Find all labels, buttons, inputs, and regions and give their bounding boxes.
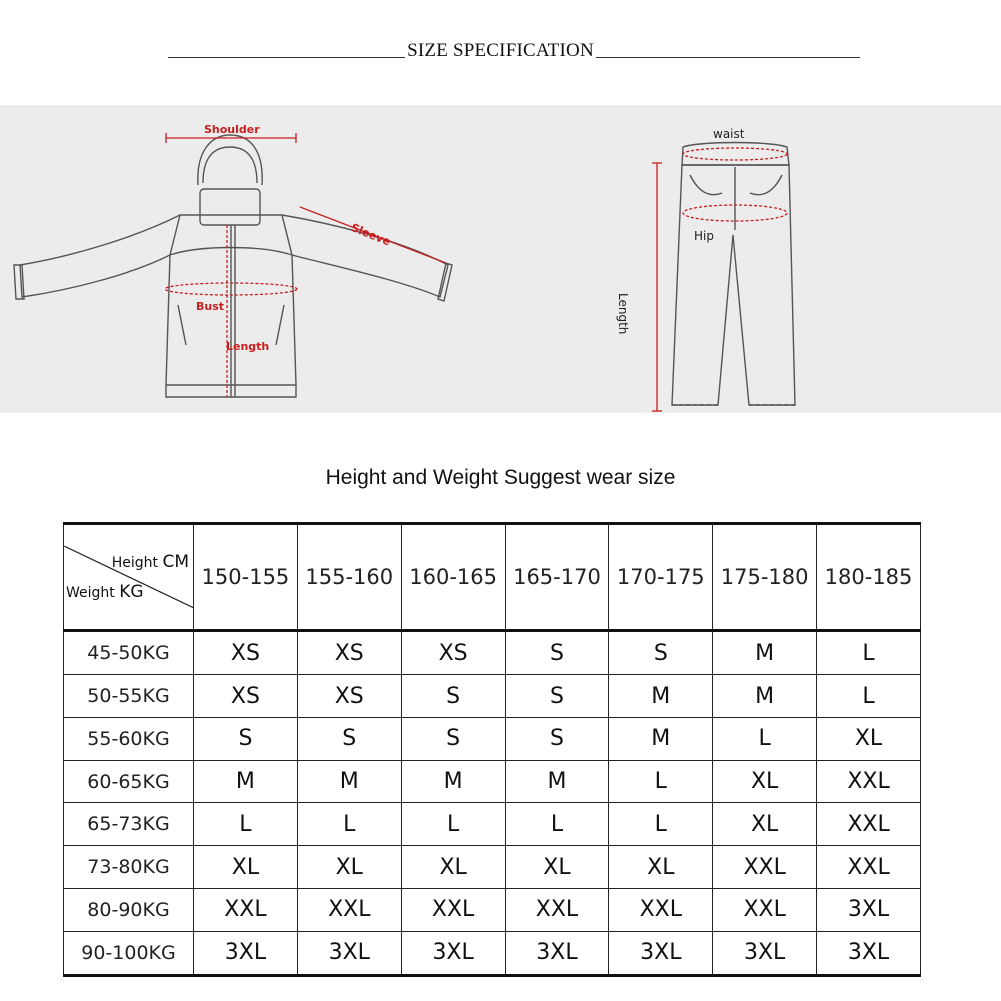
pants-drawing (672, 143, 795, 406)
pants-length-label: Length (616, 293, 630, 335)
size-cell: XS (297, 630, 401, 674)
page-title (0, 40, 1001, 62)
size-cell: S (505, 717, 609, 760)
size-cell: L (297, 803, 401, 846)
size-cell: XL (713, 760, 817, 803)
size-cell: S (505, 675, 609, 718)
size-cell: XS (297, 675, 401, 718)
size-cell: M (401, 760, 505, 803)
size-cell: S (505, 630, 609, 674)
weight-row-header: 60-65KG (64, 760, 194, 803)
size-cell: XS (401, 630, 505, 674)
size-cell: XL (401, 846, 505, 889)
size-cell: 3XL (194, 931, 298, 975)
column-header: 170-175 (609, 524, 713, 631)
column-header: 165-170 (505, 524, 609, 631)
height-corner-label (112, 552, 189, 572)
size-cell: M (609, 675, 713, 718)
size-cell: XXL (194, 888, 298, 931)
size-cell: XL (609, 846, 713, 889)
length-label: Length (226, 340, 270, 353)
size-chart-table (63, 522, 921, 977)
corner-cell (64, 524, 194, 631)
table-body (64, 630, 921, 975)
size-cell: M (194, 760, 298, 803)
size-cell: XL (505, 846, 609, 889)
table-row (64, 760, 921, 803)
size-cell: L (505, 803, 609, 846)
jacket-guides (165, 133, 446, 397)
size-cell: XXL (401, 888, 505, 931)
waist-label: waist (713, 127, 745, 141)
size-cell: L (609, 760, 713, 803)
weight-label: Weight (66, 584, 115, 601)
size-cell: XXL (297, 888, 401, 931)
size-cell: 3XL (401, 931, 505, 975)
weight-row-header: 50-55KG (64, 675, 194, 718)
bust-label: Bust (196, 300, 225, 313)
table-row (64, 931, 921, 975)
size-cell: M (505, 760, 609, 803)
size-cell: 3XL (609, 931, 713, 975)
size-cell: L (713, 717, 817, 760)
size-cell: XS (194, 675, 298, 718)
size-cell: S (609, 630, 713, 674)
size-cell: XS (194, 630, 298, 674)
size-cell: S (297, 717, 401, 760)
table-row (64, 630, 921, 674)
size-cell: M (297, 760, 401, 803)
weight-row-header: 90-100KG (64, 931, 194, 975)
pants-guides (652, 148, 787, 411)
size-cell: 3XL (297, 931, 401, 975)
hip-label: Hip (694, 229, 714, 243)
size-cell: XL (713, 803, 817, 846)
size-cell: M (713, 630, 817, 674)
size-cell: L (817, 630, 921, 674)
weight-row-header: 73-80KG (64, 846, 194, 889)
sleeve-label: Sleeve (349, 221, 393, 249)
size-cell: 3XL (817, 931, 921, 975)
size-cell: XXL (609, 888, 713, 931)
size-cell: L (609, 803, 713, 846)
weight-row-header: 80-90KG (64, 888, 194, 931)
weight-unit: KG (119, 581, 144, 602)
height-unit: CM (162, 551, 189, 572)
size-cell: S (194, 717, 298, 760)
table-row (64, 803, 921, 846)
size-cell: 3XL (713, 931, 817, 975)
table-header-row (64, 524, 921, 631)
size-cell: XXL (713, 846, 817, 889)
jacket-drawing (14, 135, 452, 397)
weight-row-header: 55-60KG (64, 717, 194, 760)
size-cell: L (401, 803, 505, 846)
weight-row-header: 45-50KG (64, 630, 194, 674)
page-title-text: SIZE SPECIFICATION (407, 40, 594, 61)
size-cell: XXL (817, 760, 921, 803)
column-header: 150-155 (194, 524, 298, 631)
column-header: 160-165 (401, 524, 505, 631)
table-row (64, 888, 921, 931)
table-row (64, 675, 921, 718)
table-row (64, 846, 921, 889)
size-cell: L (194, 803, 298, 846)
size-cell: 3XL (817, 888, 921, 931)
column-header: 180-185 (817, 524, 921, 631)
size-table-title: Height and Weight Suggest wear size (325, 466, 676, 489)
garment-illustration (0, 105, 1001, 413)
size-cell: XXL (505, 888, 609, 931)
weight-corner-label (66, 582, 144, 602)
size-cell: M (609, 717, 713, 760)
size-cell: L (817, 675, 921, 718)
size-cell: XL (817, 717, 921, 760)
size-cell: XXL (713, 888, 817, 931)
size-cell: S (401, 717, 505, 760)
column-header: 155-160 (297, 524, 401, 631)
column-header: 175-180 (713, 524, 817, 631)
size-cell: XXL (817, 803, 921, 846)
size-cell: 3XL (505, 931, 609, 975)
shoulder-label: Shoulder (204, 123, 260, 136)
size-cell: XXL (817, 846, 921, 889)
measurement-diagram (0, 105, 1001, 413)
size-cell: S (401, 675, 505, 718)
size-cell: XL (297, 846, 401, 889)
size-cell: M (713, 675, 817, 718)
weight-row-header: 65-73KG (64, 803, 194, 846)
height-label: Height (111, 554, 158, 571)
size-cell: XL (194, 846, 298, 889)
table-row (64, 717, 921, 760)
